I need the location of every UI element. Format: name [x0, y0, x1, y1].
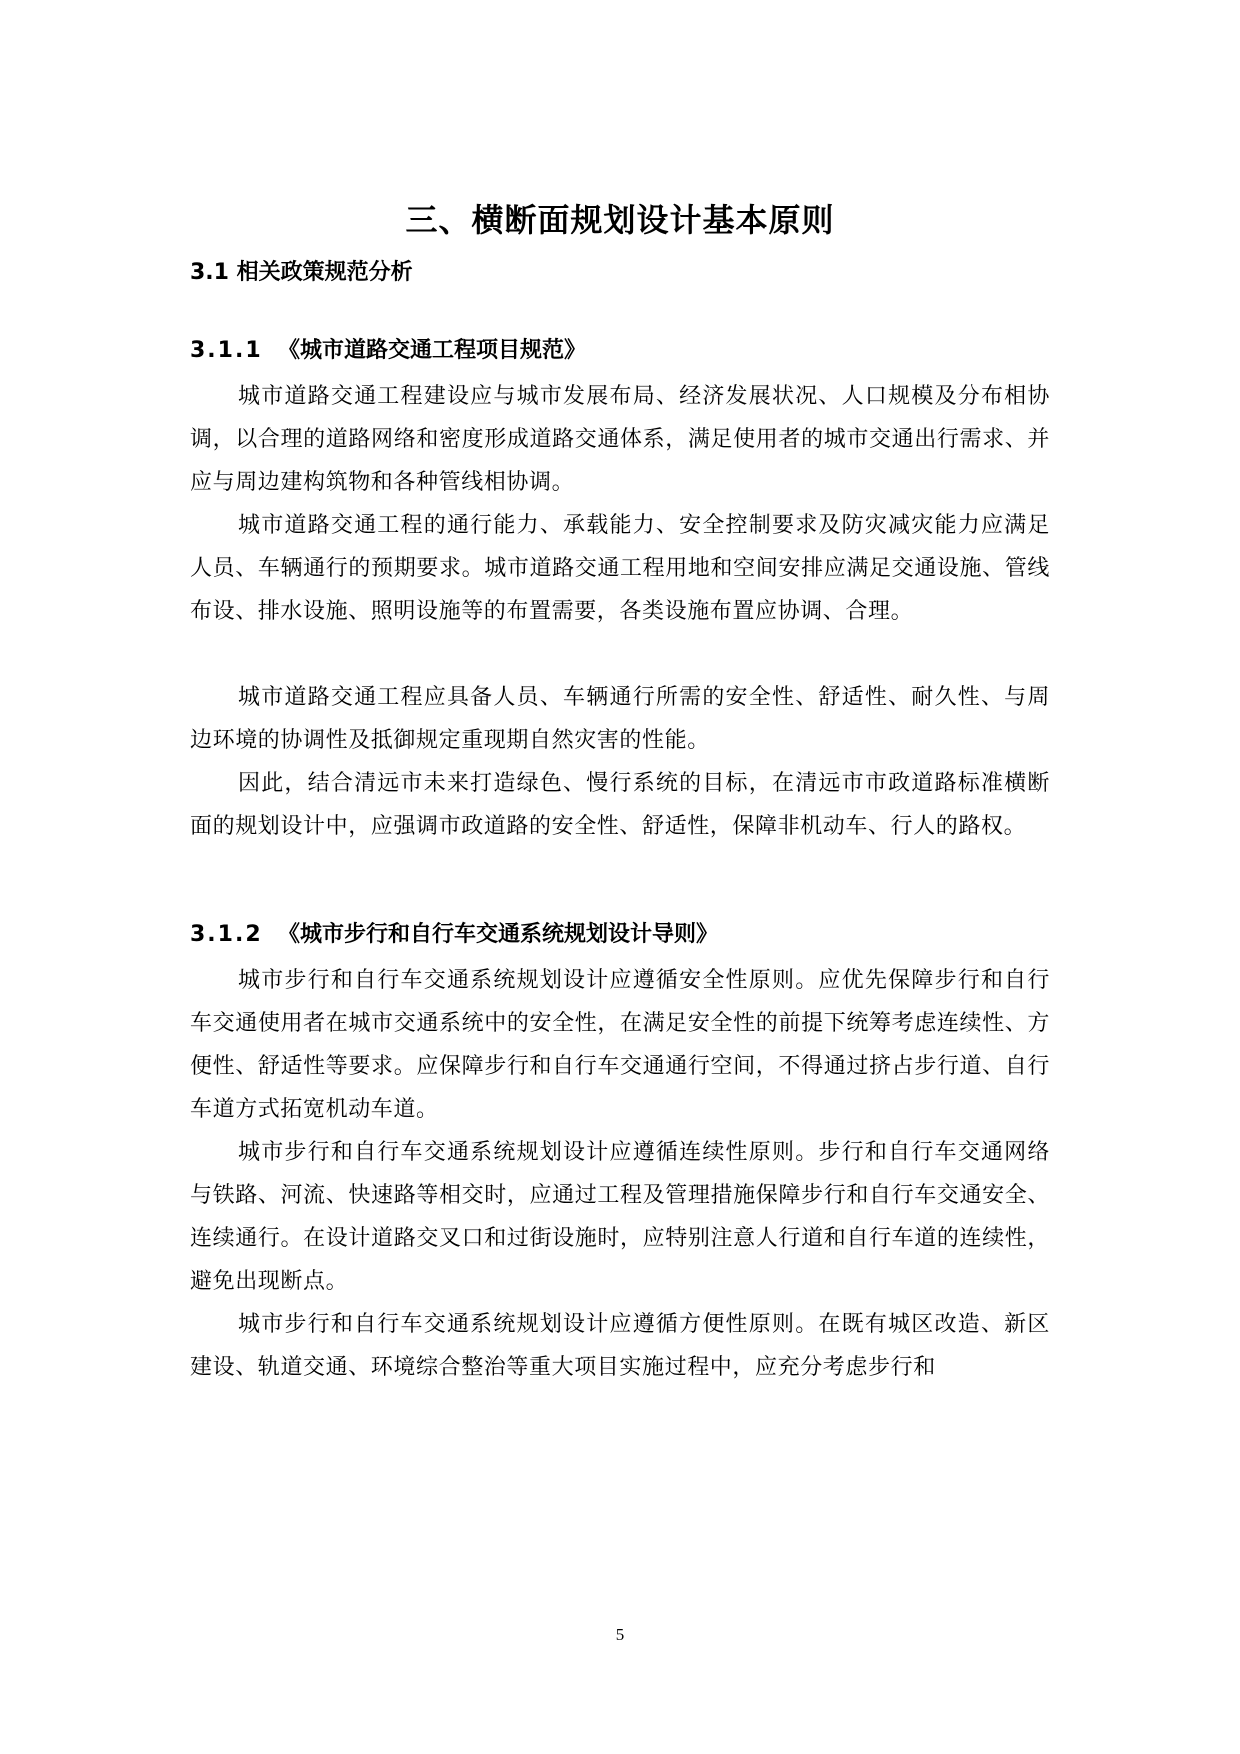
paragraph: 城市步行和自行车交通系统规划设计应遵循连续性原则。步行和自行车交通网络与铁路、河流、快速路等相交时，应通过工程及管理措施保障步行和自行车交通安全、连续通行。在设计道路交叉口和过街设施时，应特别注意人行道和自行车道的连续性，避免出现断点。 [190, 1140, 1050, 1294]
subsection-number: 3.1.2 [190, 922, 263, 947]
paragraph: 城市步行和自行车交通系统规划设计应遵循安全性原则。应优先保障步行和自行车交通使用者在城市交通系统中的安全性，在满足安全性的前提下统筹考虑连续性、方便性、舒适性等要求。应保障步行和自行车交通通行空间，不得通过挤占步行道、自行车道方式拓宽机动车道。 [190, 968, 1050, 1122]
paragraph: 城市道路交通工程的通行能力、承载能力、安全控制要求及防灾减灾能力应满足人员、车辆通行的预期要求。城市道路交通工程用地和空间安排应满足交通设施、管线布设、排水设施、照明设施等的布置需要，各类设施布置应协调、合理。 [190, 513, 1050, 624]
section-heading: 3.1 相关政策规范分析 [190, 260, 413, 285]
page-number: 5 [615, 1625, 625, 1644]
subsection-heading-3-1-2 [190, 920, 718, 950]
subsection-heading-3-1-1 [190, 336, 586, 366]
paragraph: 城市道路交通工程建设应与城市发展布局、经济发展状况、人口规模及分布相协调，以合理的道路网络和密度形成道路交通体系，满足使用者的城市交通出行需求、并应与周边建构筑物和各种管线相协调。 [190, 384, 1050, 495]
paragraph: 城市道路交通工程应具备人员、车辆通行所需的安全性、舒适性、耐久性、与周边环境的协调性及抵御规定重现期自然灾害的性能。 [190, 685, 1050, 753]
page-title: 三、横断面规划设计基本原则 [405, 201, 835, 239]
subsection-number: 3.1.1 [190, 338, 263, 363]
paragraph: 因此，结合清远市未来打造绿色、慢行系统的目标，在清远市市政道路标准横断面的规划设计中，应强调市政道路的安全性、舒适性，保障非机动车、行人的路权。 [190, 771, 1050, 839]
subsection-title: 《城市步行和自行车交通系统规划设计导则》 [278, 922, 719, 947]
paragraph: 城市步行和自行车交通系统规划设计应遵循方便性原则。在既有城区改造、新区建设、轨道交通、环境综合整治等重大项目实施过程中，应充分考虑步行和 [190, 1312, 1050, 1380]
subsection-title: 《城市道路交通工程项目规范》 [278, 338, 587, 363]
